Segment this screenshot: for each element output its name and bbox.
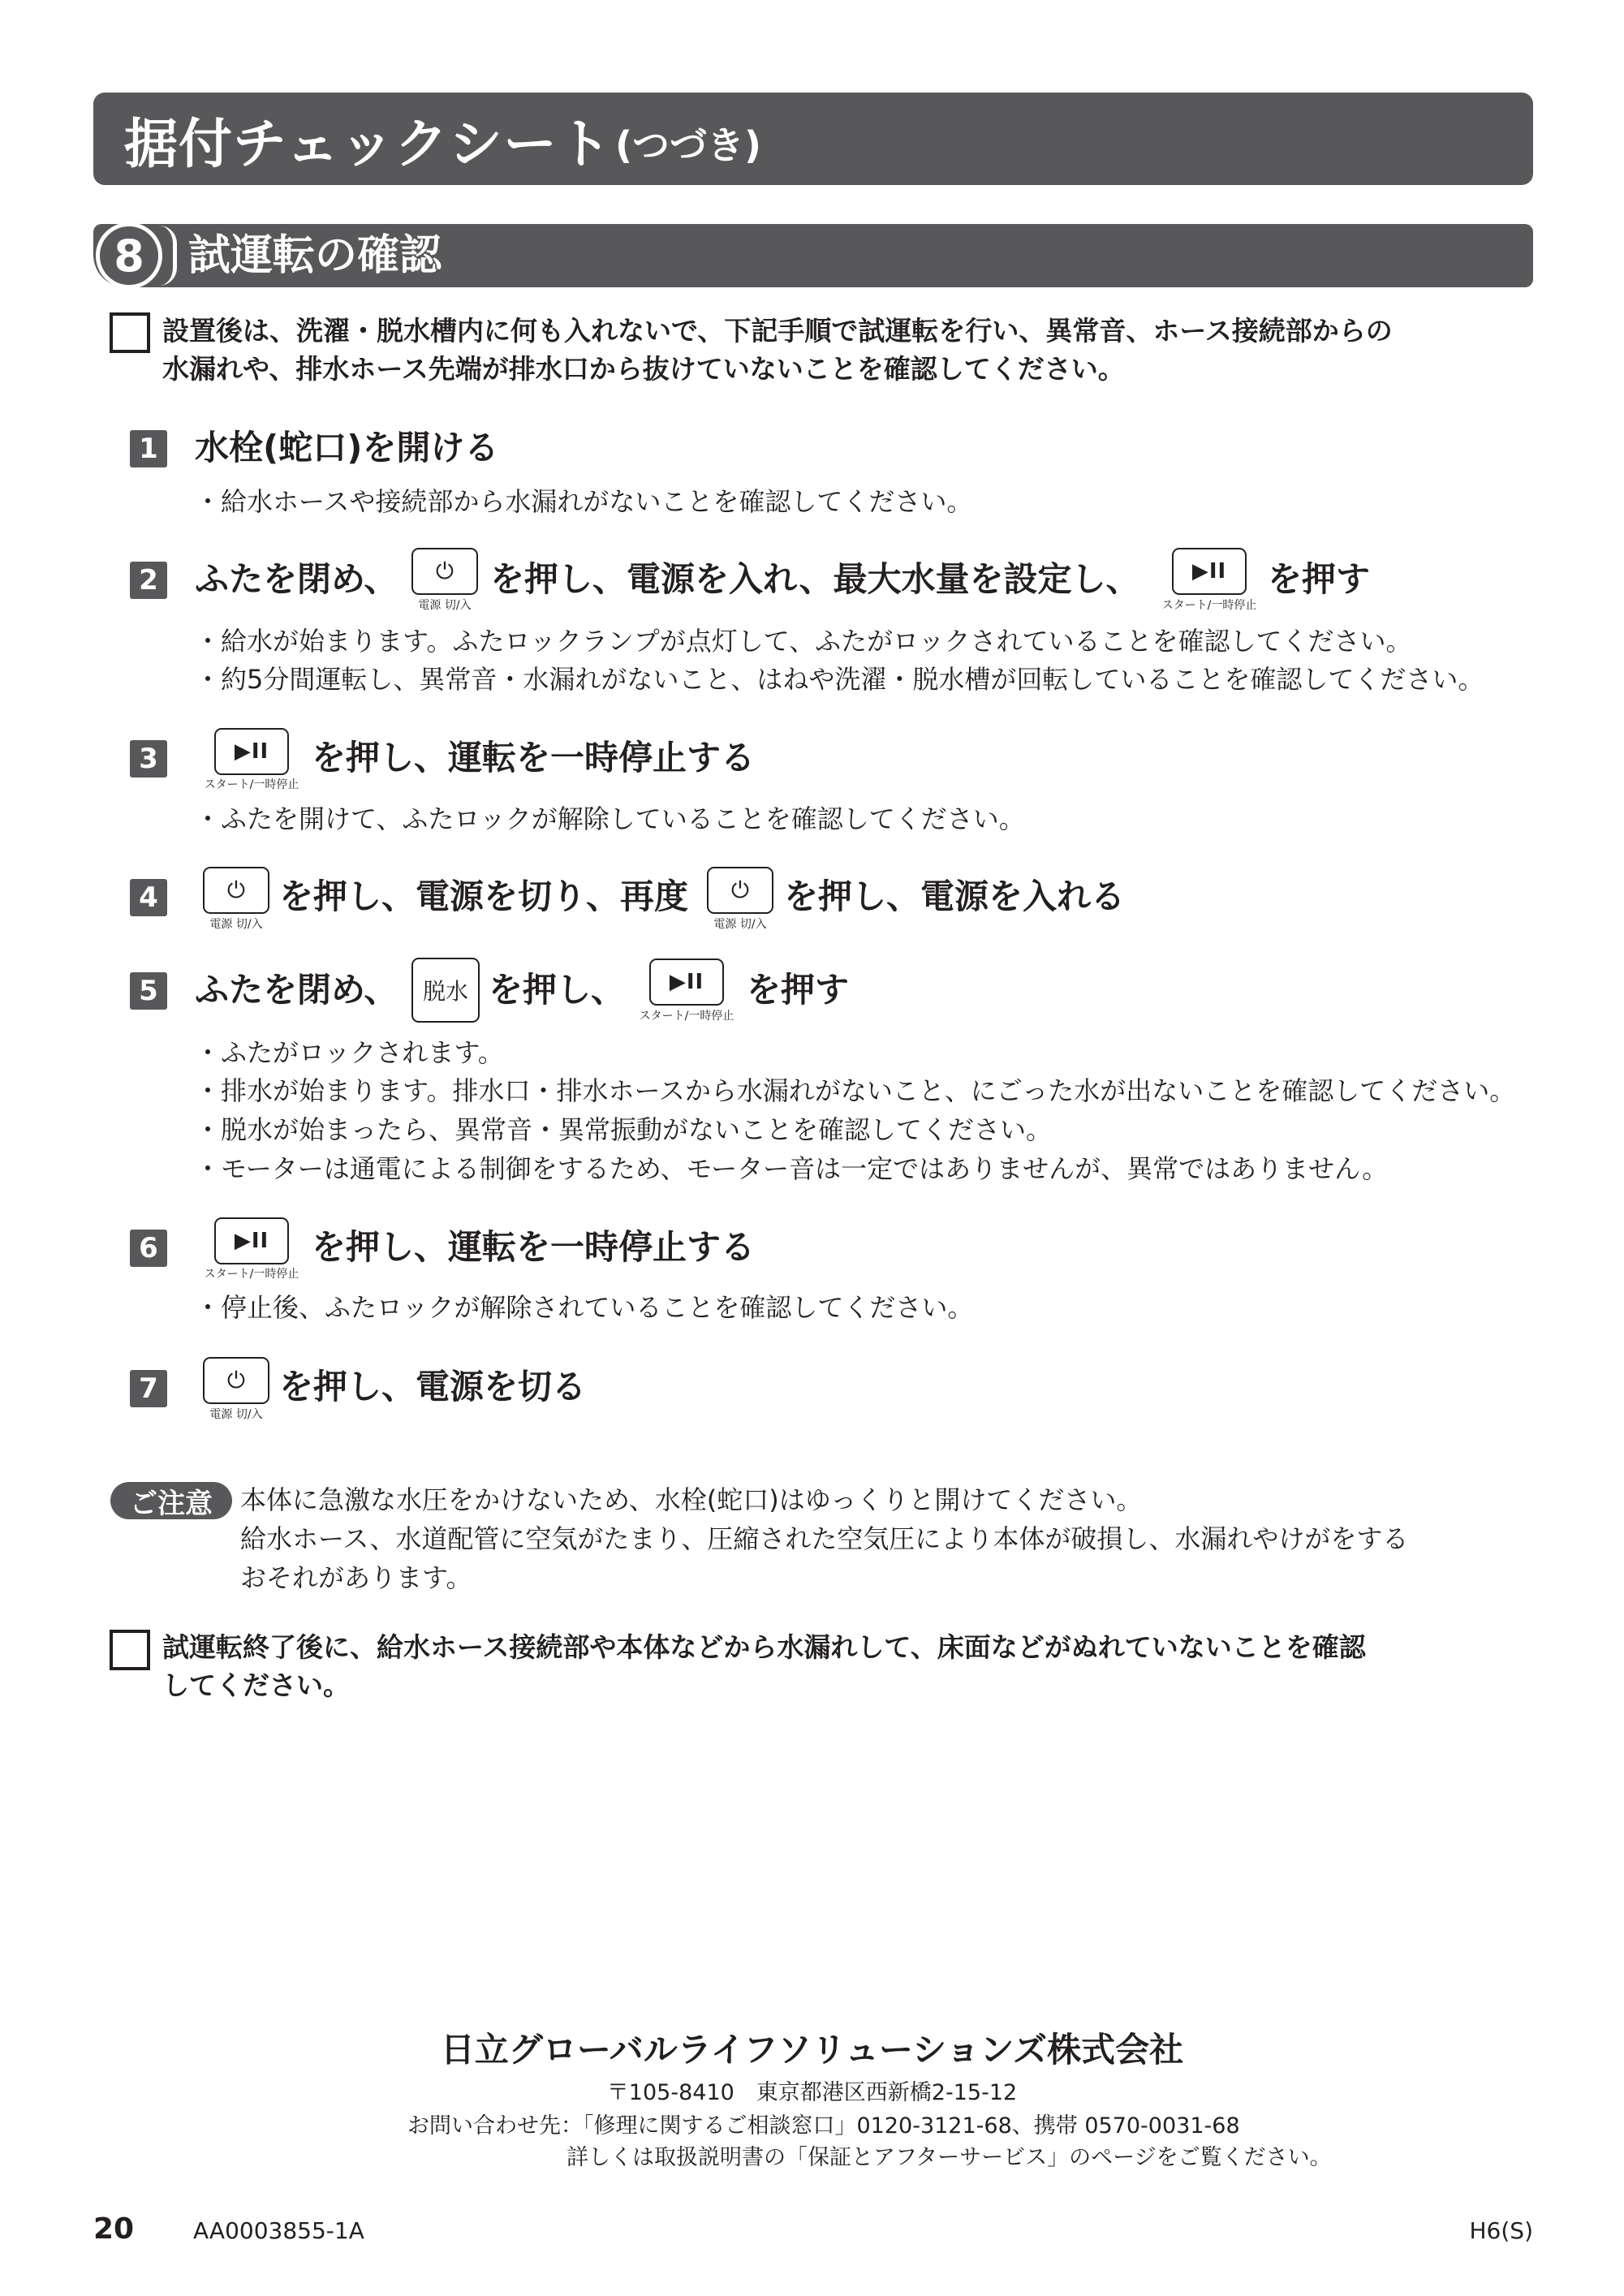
section-title: 試運転の確認	[188, 231, 442, 280]
power-button-icon	[203, 1357, 269, 1404]
page-number: 20	[93, 2212, 135, 2246]
step-5-text-a: ふたを閉め、	[195, 970, 398, 1010]
intro-line-2: 水漏れや、排水ホース先端が排水口から抜けていないことを確認してください。	[162, 353, 1125, 385]
power-button-caption: 電源 切/入	[713, 918, 767, 931]
step-6-bullet-1: ・停止後、ふたロックが解除されていることを確認してください。	[195, 1292, 974, 1323]
title-banner	[93, 93, 1533, 185]
power-icon: ⏻	[226, 877, 246, 903]
caution-line-1: 本体に急激な水圧をかけないため、水栓(蛇口)はゆっくりと開けてください。	[240, 1484, 1143, 1515]
step-1-bullet-1: ・給水ホースや接続部から水漏れがないことを確認してください。	[195, 486, 973, 517]
power-icon: ⏻	[226, 1367, 246, 1394]
start-pause-button-caption: スタート/一時停止	[639, 1010, 734, 1023]
final-check-line-2: してください。	[162, 1669, 350, 1701]
contact-info: お問い合わせ先：「修理に関するご相談窓口」0120-3121-68、携帯 0570-0031-68	[407, 2113, 1240, 2139]
caution-line-3: おそれがあります。	[240, 1562, 472, 1593]
power-button-icon	[707, 867, 773, 914]
dry-button-icon	[411, 958, 480, 1023]
step-2-bullet-1: ・給水が始まります。ふたロックランプが点灯して、ふたがロックされていることを確認してください。	[195, 626, 1412, 657]
step-5-bullet-2: ・排水が始まります。排水口・排水ホースから水漏れがないこと、にごった水が出ないことを確認してください。	[195, 1075, 1516, 1106]
step-3-bullet-1: ・ふたを開けて、ふたロックが解除していることを確認してください。	[195, 803, 1025, 834]
step-2-text-b: を押し、電源を入れ、最大水量を設定し、	[490, 559, 1140, 599]
intro-line-1: 設置後は、洗濯・脱水槽内に何も入れないで、下記手順で試運転を行い、異常音、ホース接続部からの	[162, 315, 1393, 347]
intro-checkbox[interactable]	[110, 312, 150, 353]
company-address: 〒105-8410 東京都港区西新橋2-15-12	[606, 2080, 1018, 2105]
step-3-text: を押し、運転を一時停止する	[312, 738, 756, 778]
caution-text	[240, 1480, 1408, 1597]
step-4-text-a: を押し、電源を切り、再度	[279, 877, 689, 916]
intro-text	[162, 312, 1393, 388]
start-pause-button-caption: スタート/一時停止	[204, 1268, 299, 1281]
final-checkbox[interactable]	[110, 1630, 150, 1670]
step-2-text-a: ふたを閉め、	[195, 559, 398, 599]
model-code: H6(S)	[1469, 2217, 1533, 2244]
power-button-caption: 電源 切/入	[209, 918, 263, 931]
start-pause-button-icon	[649, 958, 724, 1006]
page-title-sub: (つづき)	[615, 123, 762, 167]
step-2-bullet-2: ・約5分間運転し、異常音・水漏れがないこと、はねや洗濯・脱水槽が回転していることを確認してください。	[195, 664, 1484, 695]
step-6-number: 6	[130, 1230, 167, 1267]
play-pause-icon: ▶II	[669, 970, 704, 994]
step-4-number: 4	[130, 879, 167, 916]
caution-line-2: 給水ホース、水道配管に空気がたまり、圧縮された空気圧により本体が破損し、水漏れやけがをする	[240, 1523, 1409, 1554]
step-5-text-b: を押し、	[489, 970, 626, 1010]
power-button-icon	[203, 867, 269, 914]
document-code: AA0003855-1A	[193, 2217, 364, 2244]
power-button-caption: 電源 切/入	[418, 599, 472, 612]
start-pause-button-icon	[1172, 548, 1247, 595]
step-4-text-b: を押し、電源を入れる	[784, 877, 1126, 916]
step-2-text-c: を押す	[1268, 559, 1371, 599]
power-icon: ⏻	[730, 877, 750, 903]
start-pause-button-icon	[214, 1217, 289, 1264]
section-number-bracket	[159, 226, 177, 286]
play-pause-icon: ▶II	[1191, 559, 1227, 584]
step-5-bullet-3: ・脱水が始まったら、異常音・異常振動がないことを確認してください。	[195, 1114, 1053, 1145]
step-5-number: 5	[130, 972, 167, 1010]
power-icon: ⏻	[435, 558, 454, 584]
final-check-line-1: 試運転終了後に、給水ホース接続部や本体などから水漏れして、床面などがぬれていないことを確認	[162, 1631, 1366, 1663]
step-5-bullet-4: ・モーターは通電による制御をするため、モーター音は一定ではありませんが、異常ではありません。	[195, 1153, 1389, 1184]
step-6-text: を押し、運転を一時停止する	[312, 1227, 756, 1267]
start-pause-button-icon	[214, 728, 289, 775]
details-note: 詳しくは取扱説明書の「保証とアフターサービス」のページをご覧ください。	[566, 2145, 1332, 2170]
section-number: 8	[96, 222, 162, 289]
step-7-text: を押し、電源を切る	[279, 1367, 587, 1406]
play-pause-icon: ▶II	[234, 1229, 269, 1253]
step-7-number: 7	[130, 1370, 167, 1407]
power-button-caption: 電源 切/入	[209, 1408, 263, 1421]
start-pause-button-caption: スタート/一時停止	[1161, 599, 1257, 612]
step-1-text: 水栓(蛇口)を開ける	[195, 428, 499, 467]
step-2-number: 2	[130, 562, 167, 599]
step-5-text-c: を押す	[747, 970, 850, 1010]
step-3-number: 3	[130, 740, 167, 778]
page-title: 据付チェックシート	[124, 112, 613, 175]
company-name: 日立グローバルライフソリューションズ株式会社	[440, 2030, 1184, 2070]
start-pause-button-caption: スタート/一時停止	[204, 778, 299, 791]
step-1-number: 1	[130, 430, 167, 467]
final-check-text	[162, 1628, 1366, 1704]
play-pause-icon: ▶II	[234, 739, 269, 764]
power-button-icon	[411, 548, 478, 595]
dry-button-label: 脱水	[422, 978, 468, 1005]
step-5-bullet-1: ・ふたがロックされます。	[195, 1037, 504, 1068]
caution-badge: ご注意	[110, 1482, 232, 1519]
